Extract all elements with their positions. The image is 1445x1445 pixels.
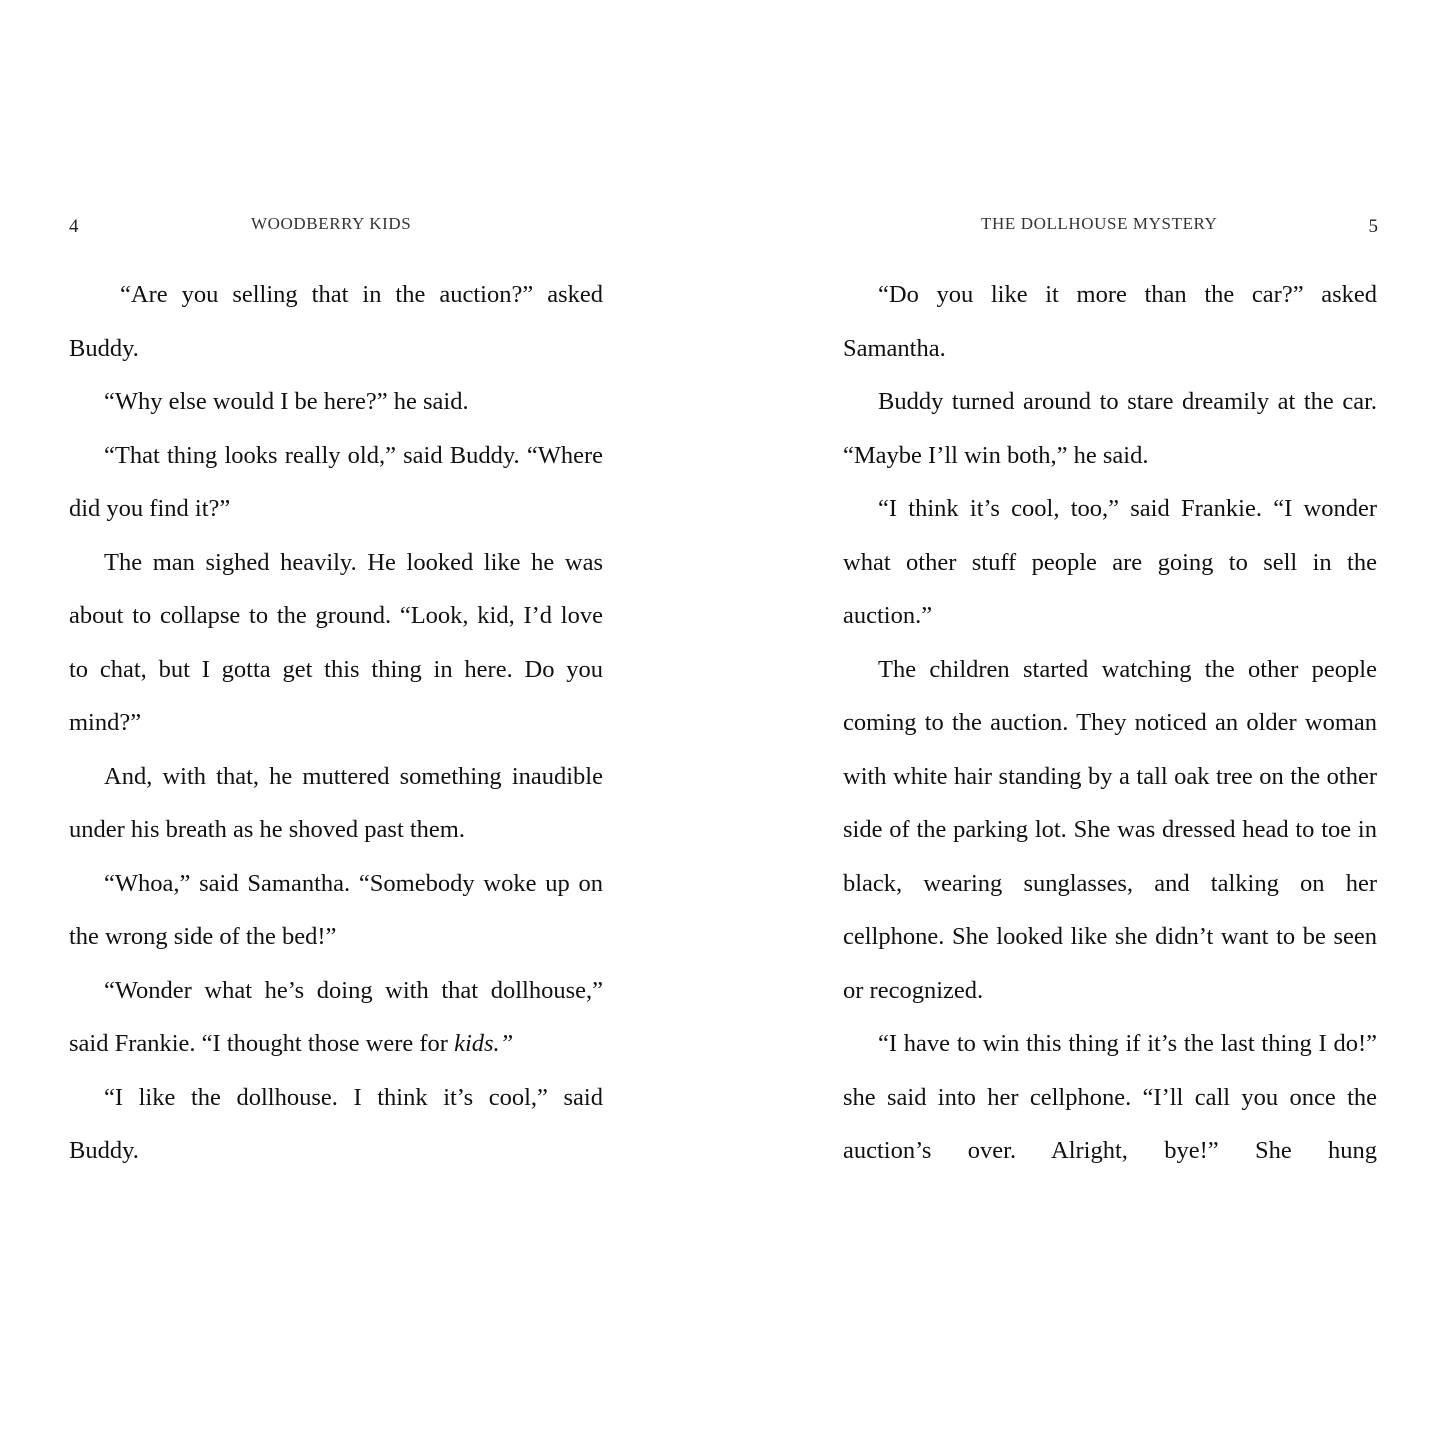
paragraph: “Whoa,” said Samantha. “Somebody woke up on the wrong side of the bed!” — [69, 869, 603, 950]
page-number: 4 — [69, 216, 79, 237]
paragraph: “I like the dollhouse. I think it’s cool,” said Buddy. — [69, 1083, 603, 1164]
paragraph: “Why else would I be here?” he said. — [104, 388, 469, 415]
paragraph — [69, 1017, 603, 1071]
paragraph: And, with that, he muttered something inaudible under his breath as he shoved past them. — [69, 762, 603, 843]
paragraph: “Are you selling that in the auction?” asked Buddy. — [69, 281, 603, 362]
paragraph: “Do you like it more than the car?” asked Samantha. — [843, 281, 1377, 362]
paragraph: The man sighed heavily. He looked like he was about to collapse to the ground. “Look, kid, I’d love to chat, but I gotta get this thing in here. Do you mind?” — [69, 548, 603, 736]
paragraph: “Wonder what he’s doing with that dollhouse,” — [104, 976, 603, 1004]
right-page — [843, 0, 1377, 1445]
paragraph: “That thing looks really old,” said Buddy. “Where did you find it?” — [69, 441, 603, 522]
paragraph: “I have to win this thing if it’s the last thing I do!” she said into her cellphone. “I’ll call you once the auction’s over. Alright, bye!” She hung — [843, 1030, 1377, 1164]
paragraph: “I think it’s cool, too,” said Frankie. “I wonder what other stuff people are going to sell in the auction.” — [843, 495, 1377, 629]
running-head: THE DOLLHOUSE MYSTERY — [981, 214, 1218, 233]
paragraph: Buddy turned around to stare dreamily at the car. “Maybe I’ll win both,” he said. — [843, 388, 1377, 469]
body-text — [69, 268, 603, 1178]
body-text — [843, 268, 1377, 1178]
italic-emphasis: kids.” — [454, 1030, 514, 1057]
paragraph-text: said Frankie. “I thought those were for — [69, 1030, 455, 1057]
paragraph: The children started watching the other people coming to the auction. They noticed an older woman with white hair standing by a tall oak tree on the other side of the parking lot. She was dressed head to toe in black, wearing sunglasses, and talking on her cellphone. She looked like she didn’t want to be seen or recognized. — [843, 655, 1377, 1004]
left-page — [69, 0, 603, 1445]
page-number: 5 — [1368, 216, 1378, 237]
running-head: WOODBERRY KIDS — [251, 214, 412, 233]
